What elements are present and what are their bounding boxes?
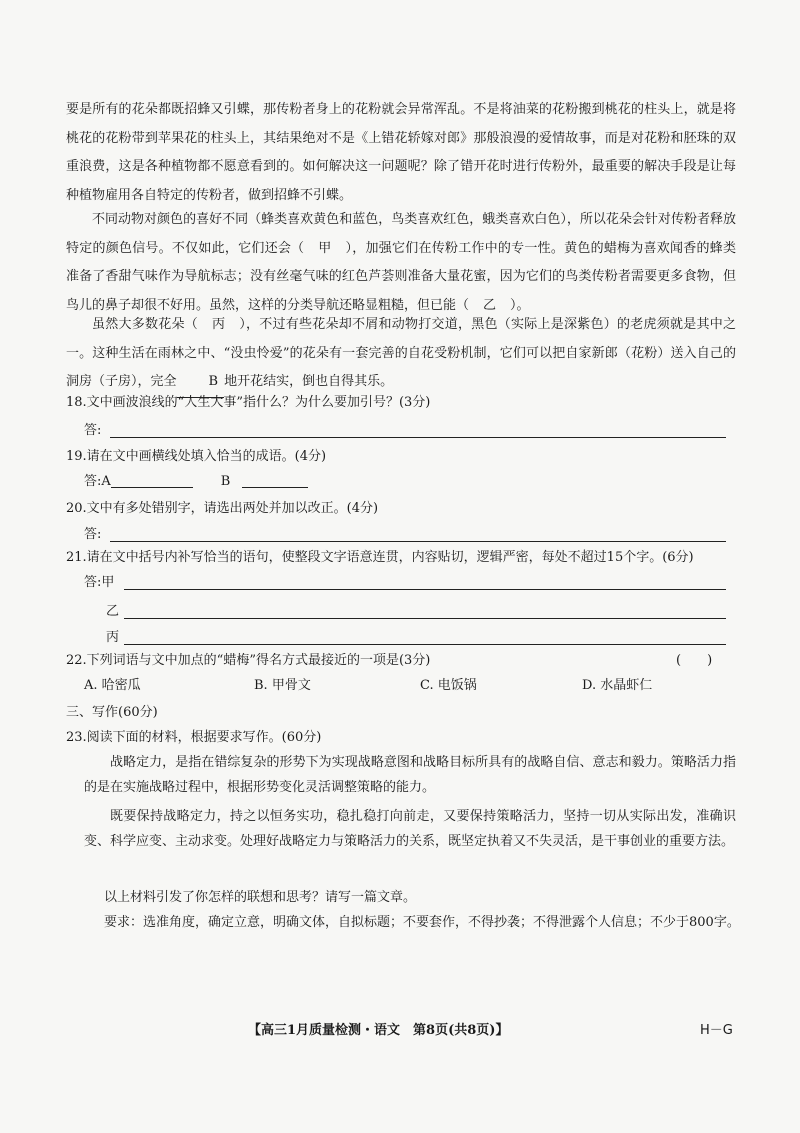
- page-footer-code: H－G: [700, 1023, 733, 1038]
- blank-yi: 乙: [483, 297, 497, 313]
- question-20: 20.文中有多处错别字，请选出两处并加以改正。(4分): [66, 501, 379, 516]
- writing-prompt: 以上材料引发了你怎样的联想和思考？请写一篇文章。: [104, 890, 417, 905]
- page-footer-title: 【高三1月质量检测・语文 第8页(共8页)】: [248, 1023, 509, 1038]
- question-22: 22.下列词语与文中加点的“蜡梅”得名方式最接近的一项是(3分): [66, 653, 431, 668]
- question-19: 19.请在文中画横线处填入恰当的成语。(4分): [66, 449, 327, 464]
- answer-line-yi[interactable]: [84, 602, 726, 622]
- answer-label: 答:: [84, 527, 102, 542]
- answer-underline: [110, 541, 726, 542]
- answer-underline: [110, 437, 726, 438]
- question-18: 18.文中画波浪线的“人生大事”指什么？为什么要加引号？(3分): [66, 395, 431, 410]
- option-d[interactable]: D. 水晶虾仁: [582, 678, 653, 693]
- passage-paragraph-2: 不同动物对颜色的喜好不同（蜂类喜欢黄色和蓝色，鸟类喜欢红色，蛾类喜欢白色），所以花朵会针对传粉者释放特定的颜色信号。不仅如此，它们还会（ 甲 ），加强它们在传粉工作中的专一性。黄色的蜡梅为喜欢闻香的蜂类准备了香甜气味作为导航标志；没有丝毫气味的红色芦荟则准备大量花蜜，因为它们的鸟类传粉者需要更多食物，但鸟儿的鼻子却很不好用。虽然，这样的分类导航还略显粗糙，但已能（ 乙 ）。: [66, 212, 736, 313]
- answer-line-20[interactable]: [84, 525, 726, 545]
- material-paragraph-2: 既要保持战略定力，持之以恒务实功，稳扎稳打向前走，又要保持策略活力，坚持一切从实际出发，准确识变、科学应变、主动求变。处理好战略定力与策略活力的关系，既坚定执着又不失灵活，是干事创业的重要方法。: [84, 809, 736, 849]
- answer-underline: [124, 618, 726, 619]
- option-b[interactable]: B. 甲骨文: [254, 678, 311, 693]
- option-c[interactable]: C. 电饭锅: [420, 678, 477, 693]
- blank-bing: 丙: [212, 317, 226, 332]
- section-heading: 三、写作(60分): [66, 705, 158, 720]
- answer-label-yi: 乙: [106, 604, 120, 619]
- answer-b-label: B: [220, 474, 231, 489]
- blank-b: B: [177, 368, 225, 398]
- answer-a-label: 答:A: [84, 474, 111, 489]
- answer-underline: [124, 644, 726, 645]
- question-21: 21.请在文中括号内补写恰当的语句，使整段文字语意连贯，内容贴切，逻辑严密，每处不超过15个字。(6分): [66, 550, 694, 565]
- answer-line-bing[interactable]: [84, 628, 726, 648]
- answer-line-19[interactable]: [84, 472, 308, 492]
- answer-paren-22[interactable]: ( ): [676, 653, 713, 668]
- blank-b-underline[interactable]: [242, 473, 308, 488]
- blank-jia: 甲: [318, 240, 332, 256]
- passage-paragraph-3: 虽然大多数花朵（ 丙 ），不过有些花朵却不屑和动物打交道，黑色（实际上是深紫色）的老虎须就是其中之一。这种生活在雨林之中、“没虫怜爱”的花朵有一套完善的自花受粉机制，它们可以把自家新郎（花粉）送入自己的洞房（子房），完全 B 地开花结实，倒也自得其乐。: [66, 311, 736, 398]
- blank-a-underline[interactable]: [111, 473, 193, 488]
- answer-label-jia: 答:甲: [84, 575, 115, 590]
- answer-underline: [124, 589, 726, 590]
- answer-line-18[interactable]: [84, 421, 726, 441]
- option-a[interactable]: A. 哈密瓜: [84, 678, 141, 693]
- answer-line-jia[interactable]: [84, 573, 726, 593]
- answer-label: 答:: [84, 423, 102, 438]
- answer-label-bing: 丙: [106, 630, 120, 645]
- passage-paragraph-1: 要是所有的花朵都既招蜂又引蝶，那传粉者身上的花粉就会异常浑乱。不是将油菜的花粉搬到桃花的柱头上，就是将桃花的花粉带到苹果花的柱头上，其结果绝对不是《上错花轿嫁对郎》那般浪漫的爱情故事，而是对花粉和胚珠的双重浪费，这是各种植物都不愿意看到的。如何解决这一问题呢？除了错开花时进行传粉外，最重要的解决手段是让每种植物雇用各自特定的传粉者，做到招蜂不引蝶。: [66, 102, 736, 203]
- material-paragraph-1: 战略定力，是指在错综复杂的形势下为实现战略意图和战略目标所具有的战略自信、意志和毅力。策略活力指的是在实施战略过程中，根据形势变化灵活调整策略的能力。: [84, 755, 736, 795]
- writing-requirements: 要求：选准角度，确定立意，明确文体，自拟标题；不要套作，不得抄袭；不得泄露个人信息；不少于800字。: [104, 915, 740, 930]
- question-23: 23.阅读下面的材料，根据要求写作。(60分): [66, 730, 322, 745]
